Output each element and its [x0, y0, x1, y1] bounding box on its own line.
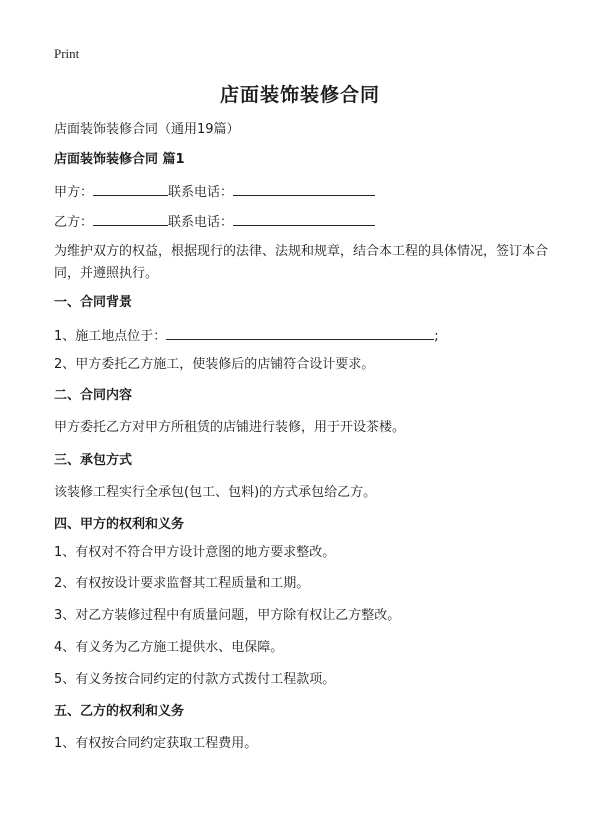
- party-b-phone-label: 联系电话：: [168, 215, 234, 230]
- site-location-blank[interactable]: [166, 325, 434, 340]
- print-link[interactable]: Print: [54, 46, 80, 61]
- party-a-phone-blank[interactable]: [233, 181, 375, 196]
- section-4-item: 2、有权按设计要求监督其工程质量和工期。: [54, 576, 310, 591]
- document-title: 店面装饰装修合同: [219, 84, 380, 106]
- site-location-label: 1、施工地点位于：: [54, 329, 167, 344]
- party-a-label: 甲方：: [54, 185, 94, 200]
- part-heading: 店面装饰装修合同 篇1: [54, 152, 185, 167]
- party-b-line: [54, 211, 375, 233]
- site-location-suffix: ;: [434, 329, 439, 344]
- document-subtitle: 店面装饰装修合同（通用19篇）: [54, 122, 240, 137]
- section-2-text: 甲方委托乙方对甲方所租赁的店铺进行装修，用于开设茶楼。: [54, 420, 406, 435]
- section-2-heading: 二、合同内容: [54, 388, 133, 403]
- section-4-item: 3、对乙方装修过程中有质量问题，甲方除有权让乙方整改。: [54, 608, 401, 623]
- party-a-phone-label: 联系电话：: [168, 185, 234, 200]
- section-1-heading: 一、合同背景: [54, 295, 133, 310]
- section-1-item-1: [54, 325, 439, 347]
- party-a-line: [54, 181, 375, 203]
- section-5-item: 1、有权按合同约定获取工程费用。: [54, 736, 258, 751]
- section-5-heading: 五、乙方的权利和义务: [54, 704, 185, 719]
- party-a-name-blank[interactable]: [93, 181, 168, 196]
- section-4-item: 1、有权对不符合甲方设计意图的地方要求整改。: [54, 545, 336, 560]
- section-4-item: 4、有义务为乙方施工提供水、电保障。: [54, 640, 284, 655]
- section-4-heading: 四、甲方的权利和义务: [54, 517, 185, 532]
- party-b-label: 乙方：: [54, 215, 94, 230]
- party-b-phone-blank[interactable]: [233, 211, 375, 226]
- section-4-item: 5、有义务按合同约定的付款方式拨付工程款项。: [54, 672, 336, 687]
- intro-paragraph: 为维护双方的权益，根据现行的法律、法规和规章，结合本工程的具体情况，签订本合同，并遵照执行。: [54, 244, 549, 281]
- section-3-heading: 三、承包方式: [54, 453, 133, 468]
- section-3-text: 该装修工程实行全承包(包工、包料)的方式承包给乙方。: [54, 485, 377, 500]
- party-b-name-blank[interactable]: [93, 211, 168, 226]
- section-1-item-2: 2、甲方委托乙方施工，使装修后的店铺符合设计要求。: [54, 357, 375, 372]
